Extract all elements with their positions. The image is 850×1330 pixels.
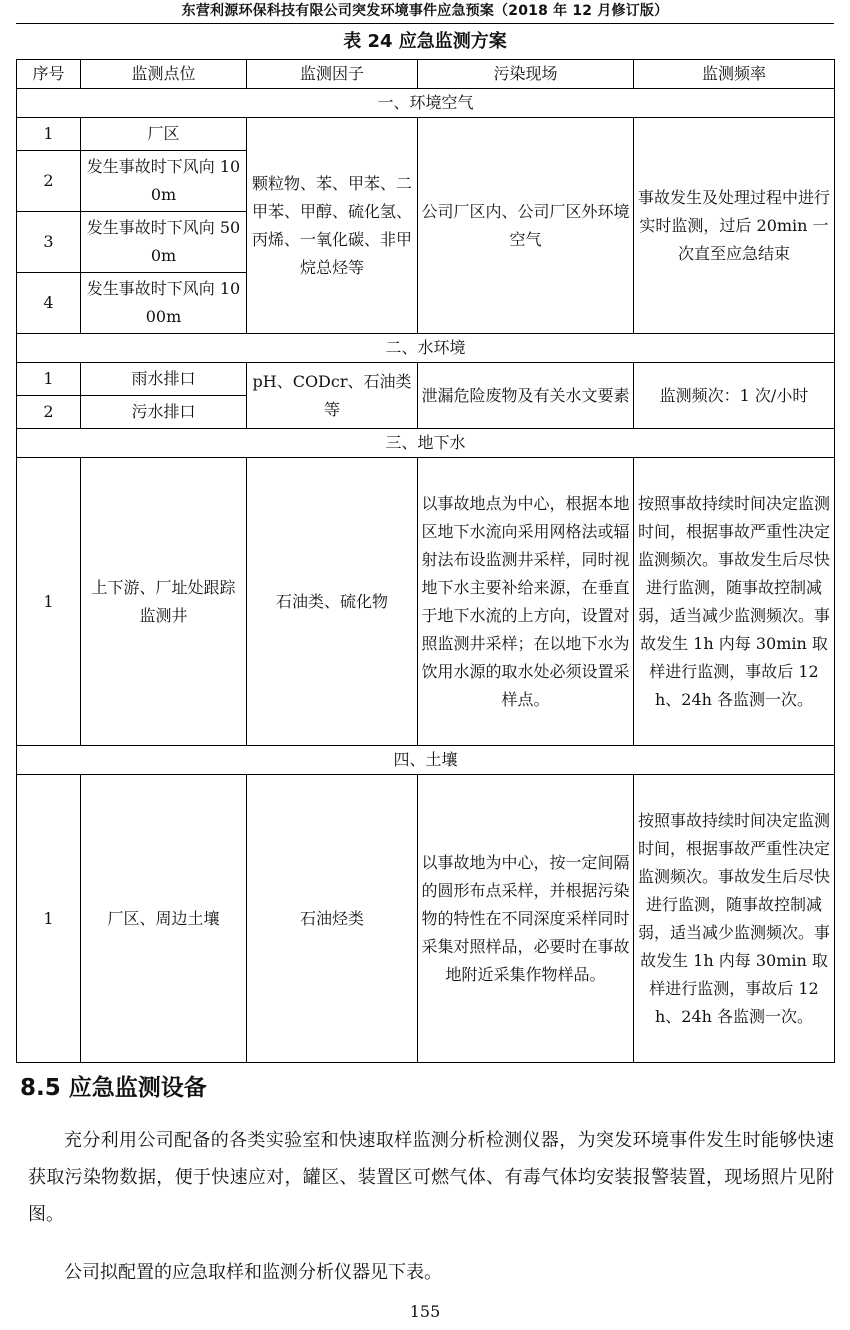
column-header-site: 污染现场 — [418, 60, 634, 89]
air-factor-cell — [247, 118, 418, 334]
water-site-cell — [418, 363, 634, 429]
row-point — [81, 212, 247, 273]
air-frequency: 事故发生及处理过程中进行实时监测，过后 20min 一次直至应急结束 — [637, 187, 830, 263]
row-point — [81, 151, 247, 212]
row-no: 1 — [17, 118, 81, 151]
section-row-water — [17, 334, 835, 363]
row-no: 1 — [17, 363, 81, 396]
row-site — [418, 458, 634, 746]
table-row — [17, 363, 835, 396]
row-factor: 石油烃类 — [247, 775, 418, 1063]
row-point: 雨水排口 — [81, 363, 247, 396]
row-point-text: 上下游、厂址处跟踪监测井 — [91, 577, 236, 625]
groundwater-site: 以事故地点为中心，根据本地区地下水流向采用网格法或辐射法布设监测井采样，同时视地下水主要补给来源，在垂直于地下水流的上方向，设置对照监测井采样；在以地下水为饮用水源的取水处必须设置采样点。 — [421, 493, 630, 709]
section-row-groundwater — [17, 429, 835, 458]
table-row — [17, 118, 835, 151]
water-site: 泄漏危险废物及有关水文要素 — [421, 385, 630, 405]
table-row — [17, 775, 835, 1063]
row-point: 厂区、周边土壤 — [81, 775, 247, 1063]
row-no: 1 — [17, 458, 81, 746]
row-frequency — [634, 775, 835, 1063]
water-factor-cell — [247, 363, 418, 429]
row-point — [81, 458, 247, 746]
air-frequency-cell — [634, 118, 835, 334]
table-header-row — [17, 60, 835, 89]
table-title: 表 24 应急监测方案 — [343, 31, 507, 52]
column-header-point: 监测点位 — [81, 60, 247, 89]
section-title-soil: 四、土壤 — [17, 746, 835, 775]
air-site-cell — [418, 118, 634, 334]
row-no: 3 — [17, 212, 81, 273]
row-point-text: 发生事故时下风向 500m — [86, 218, 241, 265]
row-point: 污水排口 — [81, 396, 247, 429]
row-no: 4 — [17, 273, 81, 334]
column-header-frequency: 监测频率 — [634, 60, 835, 89]
row-point — [81, 273, 247, 334]
section-title-water: 二、水环境 — [17, 334, 835, 363]
header-rule — [16, 23, 834, 24]
column-header-factor: 监测因子 — [247, 60, 418, 89]
row-no: 2 — [17, 396, 81, 429]
row-point-text: 发生事故时下风向 100m — [86, 157, 241, 204]
water-frequency: 监测频次：1 次/小时 — [659, 385, 809, 405]
section-title-groundwater: 三、地下水 — [17, 429, 835, 458]
row-factor: 石油类、硫化物 — [247, 458, 418, 746]
groundwater-frequency: 按照事故持续时间决定监测时间，根据事故严重性决定监测频次。事故发生后尽快进行监测，随事故控制减弱，适当减少监测频次。事故发生 1h 内每 30min 取样进行监测，事故后 12h、24h 各监测一次。 — [637, 493, 830, 709]
row-point: 厂区 — [81, 118, 247, 151]
section-heading: 8.5 应急监测设备 — [20, 1075, 207, 1101]
section-row-air — [17, 89, 835, 118]
section-row-soil — [17, 746, 835, 775]
column-header-no: 序号 — [17, 60, 81, 89]
page-number: 155 — [409, 1302, 441, 1321]
page-header: 东营利源环保科技有限公司突发环境事件应急预案（2018 年 12 月修订版） — [181, 3, 669, 19]
row-no: 2 — [17, 151, 81, 212]
paragraph-1: 充分利用公司配备的各类实验室和快速取样监测分析检测仪器，为突发环境事件发生时能够快速获取污染物数据，便于快速应对，罐区、装置区可燃气体、有毒气体均安装报警装置，现场照片见附图。 — [28, 1130, 834, 1225]
water-frequency-cell — [634, 363, 835, 429]
row-frequency — [634, 458, 835, 746]
air-factor: 颗粒物、苯、甲苯、二甲苯、甲醇、硫化氢、丙烯、一氧化碳、非甲烷总烃等 — [251, 173, 412, 277]
section-title-air: 一、环境空气 — [17, 89, 835, 118]
soil-site: 以事故地为中心，按一定间隔的圆形布点采样，并根据污染物的特性在不同深度采样同时采集对照样品，必要时在事故地附近采集作物样品。 — [421, 852, 630, 984]
paragraph-2: 公司拟配置的应急取样和监测分析仪器见下表。 — [64, 1262, 442, 1283]
water-factor: pH、CODcr、石油类等 — [252, 371, 412, 419]
monitoring-plan-table — [16, 59, 835, 1063]
row-no: 1 — [17, 775, 81, 1063]
row-site — [418, 775, 634, 1063]
soil-frequency: 按照事故持续时间决定监测时间，根据事故严重性决定监测频次。事故发生后尽快进行监测，随事故控制减弱，适当减少监测频次。事故发生 1h 内每 30min 取样进行监测，事故后 12h、24h 各监测一次。 — [637, 810, 830, 1026]
table-row — [17, 458, 835, 746]
air-site: 公司厂区内、公司厂区外环境空气 — [421, 201, 630, 249]
row-point-text: 发生事故时下风向 1000m — [86, 279, 241, 326]
